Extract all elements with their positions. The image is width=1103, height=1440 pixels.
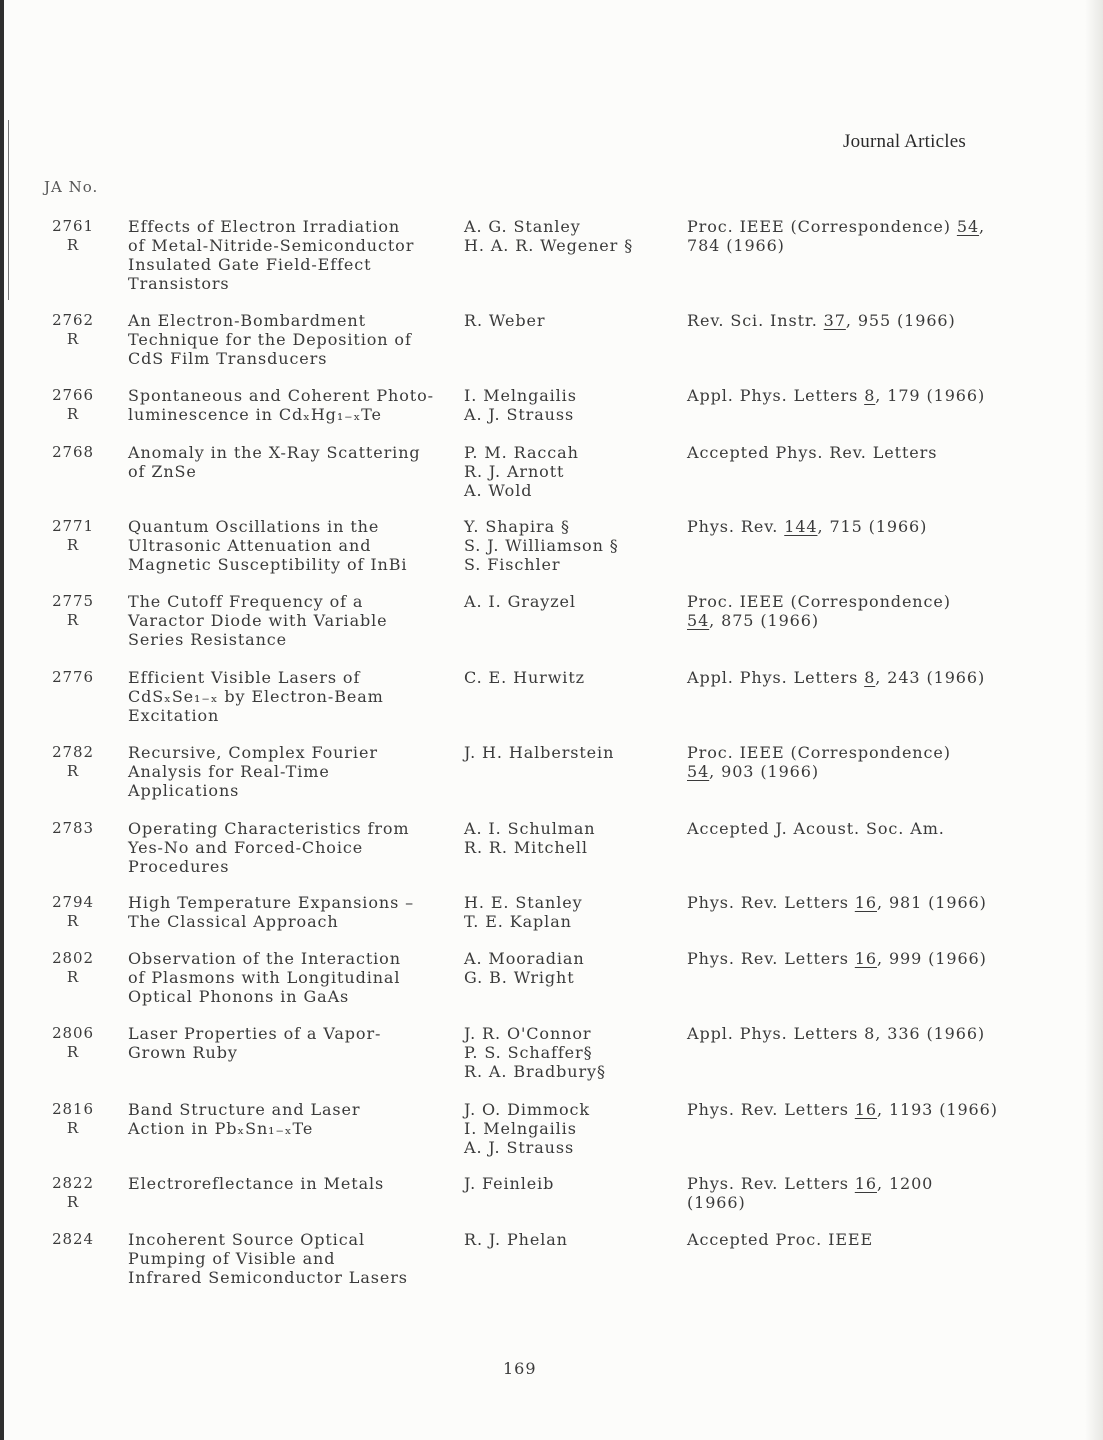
article-title — [128, 668, 384, 725]
ja-number — [48, 517, 98, 555]
article-authors — [464, 517, 619, 574]
article-title — [128, 217, 414, 293]
ja-number — [48, 1024, 98, 1062]
ja-number — [48, 443, 98, 462]
article-authors-line: I. Melngailis — [464, 1119, 577, 1138]
article-title — [128, 386, 434, 424]
journal-citation-line — [687, 311, 956, 330]
journal-citation-line — [687, 743, 951, 762]
journal-citation-line — [687, 236, 985, 255]
journal-citation — [687, 1174, 933, 1212]
article-title-line: Action in PbₓSn₁₋ₓTe — [128, 1119, 314, 1138]
citation-text: Proc. IEEE (Correspondence) — [687, 217, 957, 236]
article-title-line: High Temperature Expansions – — [128, 893, 415, 912]
citation-text: Appl. Phys. Letters — [687, 386, 865, 405]
article-authors-line: S. Fischler — [464, 555, 561, 574]
article-authors-line: Y. Shapira § — [464, 517, 570, 536]
citation-text: (1966) — [687, 1193, 746, 1212]
ja-number-line: 2761 — [52, 217, 94, 235]
journal-citation-line — [687, 1230, 873, 1249]
citation-text: , 981 (1966) — [876, 893, 987, 912]
volume-number: 16 — [854, 949, 877, 968]
article-title-line: Insulated Gate Field-Effect — [128, 255, 372, 274]
volume-number: 16 — [854, 893, 877, 912]
article-authors-line: A. J. Strauss — [464, 1138, 575, 1157]
article-title-line: of Plasmons with Longitudinal — [128, 968, 401, 987]
article-title-line: Electroreflectance in Metals — [128, 1174, 385, 1193]
article-authors-line: R. R. Mitchell — [464, 838, 588, 857]
article-authors — [464, 217, 633, 255]
volume-number: 16 — [854, 1100, 877, 1119]
ja-number-line: 2766 — [52, 386, 94, 404]
journal-citation-line — [687, 1174, 933, 1193]
article-authors — [464, 949, 585, 987]
article-authors — [464, 1024, 606, 1081]
article-title-line: Anomaly in the X-Ray Scattering — [128, 443, 421, 462]
article-title-line: Procedures — [128, 857, 230, 876]
ja-number-line: R — [66, 1193, 80, 1211]
citation-text: Accepted J. Acoust. Soc. Am. — [687, 819, 945, 838]
journal-citation-line — [687, 1193, 933, 1212]
article-title-line: The Cutoff Frequency of a — [128, 592, 364, 611]
ja-number — [48, 386, 98, 424]
journal-citation-line — [687, 217, 985, 236]
journal-citation — [687, 311, 956, 330]
journal-citation-line — [687, 517, 927, 536]
citation-text: , 1193 (1966) — [876, 1100, 998, 1119]
journal-citation — [687, 668, 985, 687]
journal-citation-line — [687, 611, 951, 630]
article-authors-line: P. M. Raccah — [464, 443, 579, 462]
journal-citation-line — [687, 592, 951, 611]
ja-number-line: 2775 — [52, 592, 94, 610]
article-authors — [464, 592, 576, 611]
ja-number-line: 2794 — [52, 893, 94, 911]
volume-number: 37 — [823, 311, 846, 330]
volume-number: 54 — [687, 611, 710, 630]
article-title-line: Varactor Diode with Variable — [128, 611, 388, 630]
journal-citation — [687, 893, 987, 912]
article-authors-line: A. G. Stanley — [464, 217, 581, 236]
article-title — [128, 311, 412, 368]
article-authors-line: A. Mooradian — [464, 949, 585, 968]
journal-citation — [687, 1100, 998, 1119]
article-authors — [464, 668, 585, 687]
article-authors-line: S. J. Williamson § — [464, 536, 619, 555]
article-title-line: Incoherent Source Optical — [128, 1230, 366, 1249]
citation-text: 784 (1966) — [687, 236, 785, 255]
ja-number-line: 2768 — [52, 443, 94, 461]
ja-number-line: R — [66, 1043, 80, 1061]
citation-text: Appl. Phys. Letters — [687, 668, 865, 687]
article-title-line: Analysis for Real-Time — [128, 762, 330, 781]
article-authors-line: H. E. Stanley — [464, 893, 583, 912]
article-title — [128, 592, 388, 649]
ja-number — [48, 1100, 98, 1138]
ja-number-line: R — [66, 405, 80, 423]
page-number: 169 — [503, 1359, 537, 1378]
article-title-line: Spontaneous and Coherent Photo- — [128, 386, 434, 405]
citation-text: Phys. Rev. — [687, 517, 785, 536]
journal-citation-line — [687, 1100, 998, 1119]
article-title-line: luminescence in CdₓHg₁₋ₓTe — [128, 405, 382, 424]
citation-text: , 715 (1966) — [817, 517, 928, 536]
article-title-line: of Metal-Nitride-Semiconductor — [128, 236, 415, 255]
article-title-line: Infrared Semiconductor Lasers — [128, 1268, 408, 1287]
article-authors — [464, 386, 577, 424]
ja-number — [48, 668, 98, 687]
article-title-line: Efficient Visible Lasers of — [128, 668, 361, 687]
article-authors-line: A. J. Strauss — [464, 405, 575, 424]
article-title — [128, 743, 378, 800]
ja-number-line: 2782 — [52, 743, 94, 761]
article-authors-line: G. B. Wright — [464, 968, 575, 987]
journal-citation-line — [687, 949, 987, 968]
journal-citation-line — [687, 668, 985, 687]
ja-number — [48, 592, 98, 630]
article-title-line: An Electron-Bombardment — [128, 311, 366, 330]
article-title-line: The Classical Approach — [128, 912, 339, 931]
article-authors-line: H. A. R. Wegener § — [464, 236, 634, 255]
ja-number-line: R — [66, 762, 80, 780]
citation-text: Accepted Proc. IEEE — [687, 1230, 874, 1249]
journal-citation — [687, 217, 985, 255]
article-authors — [464, 443, 579, 500]
article-title-line: of ZnSe — [128, 462, 197, 481]
volume-number: 16 — [854, 1174, 877, 1193]
article-authors — [464, 1230, 568, 1249]
article-title-line: Grown Ruby — [128, 1043, 238, 1062]
article-title — [128, 1174, 384, 1193]
journal-citation — [687, 949, 987, 968]
article-authors-line: R. J. Phelan — [464, 1230, 568, 1249]
ja-number-line: R — [66, 536, 80, 554]
article-authors — [464, 819, 595, 857]
article-title-line: Band Structure and Laser — [128, 1100, 361, 1119]
ja-number — [48, 1174, 98, 1212]
journal-citation — [687, 819, 945, 838]
citation-text: Accepted Phys. Rev. Letters — [687, 443, 938, 462]
article-title — [128, 1230, 408, 1287]
ja-number-line: 2816 — [52, 1100, 94, 1118]
article-title — [128, 819, 409, 876]
article-authors-line: J. Feinleib — [464, 1174, 555, 1193]
ja-number-line: 2762 — [52, 311, 94, 329]
article-authors-line: T. E. Kaplan — [464, 912, 572, 931]
citation-text: Phys. Rev. Letters — [687, 1100, 855, 1119]
ja-number-line: R — [66, 912, 80, 930]
ja-number-line: 2776 — [52, 668, 94, 686]
article-authors-line: J. H. Halberstein — [464, 743, 615, 762]
ja-number — [48, 743, 98, 781]
citation-text: Phys. Rev. Letters — [687, 949, 855, 968]
volume-number: 54 — [956, 217, 980, 236]
article-authors-line: R. A. Bradbury§ — [464, 1062, 606, 1081]
citation-text: , 243 (1966) — [875, 668, 986, 687]
citation-text: Appl. Phys. Letters 8, 336 (1966) — [687, 1024, 986, 1043]
volume-number: 8 — [864, 386, 876, 405]
article-authors — [464, 743, 614, 762]
volume-number: 8 — [864, 668, 876, 687]
citation-text: Phys. Rev. Letters — [687, 893, 855, 912]
citation-text: , 999 (1966) — [876, 949, 987, 968]
article-title — [128, 517, 407, 574]
article-title-line: Transistors — [128, 274, 230, 293]
page-edge-mark — [8, 120, 9, 300]
article-authors-line: A. I. Grayzel — [464, 592, 576, 611]
ja-number — [48, 217, 98, 255]
volume-number: 54 — [687, 762, 710, 781]
citation-text: Rev. Sci. Instr. — [687, 311, 824, 330]
article-authors-line: J. R. O'Connor — [464, 1024, 592, 1043]
article-title-line: Excitation — [128, 706, 220, 725]
journal-citation-line — [687, 443, 937, 462]
journal-citation — [687, 743, 951, 781]
citation-text: Proc. IEEE (Correspondence) — [687, 743, 951, 762]
article-title — [128, 1024, 381, 1062]
journal-citation-line — [687, 819, 945, 838]
ja-number-line: 2822 — [52, 1174, 94, 1192]
article-title — [128, 949, 401, 1006]
article-authors — [464, 1174, 554, 1193]
article-title — [128, 893, 414, 931]
article-title-line: Quantum Oscillations in the — [128, 517, 380, 536]
article-title-line: Laser Properties of a Vapor- — [128, 1024, 382, 1043]
article-title — [128, 1100, 360, 1138]
journal-citation-line — [687, 386, 985, 405]
article-title-line: Technique for the Deposition of — [128, 330, 412, 349]
journal-citation — [687, 1024, 985, 1043]
citation-text: , 1200 — [876, 1174, 934, 1193]
article-title-line: Pumping of Visible and — [128, 1249, 336, 1268]
ja-number-line: 2783 — [52, 819, 94, 837]
ja-number — [48, 1230, 98, 1249]
article-authors — [464, 311, 545, 330]
ja-number-line: R — [66, 1119, 80, 1137]
journal-citation — [687, 443, 937, 462]
article-authors-line: J. O. Dimmock — [464, 1100, 590, 1119]
ja-number-line: R — [66, 236, 80, 254]
ja-number — [48, 311, 98, 349]
volume-number: 144 — [784, 517, 818, 536]
ja-number-line: R — [66, 968, 80, 986]
journal-citation — [687, 1230, 873, 1249]
citation-text: Proc. IEEE (Correspondence) — [687, 592, 951, 611]
ja-number-line: 2771 — [52, 517, 94, 535]
ja-number-line: R — [66, 611, 80, 629]
article-title-line: Optical Phonons in GaAs — [128, 987, 350, 1006]
article-title-line: Magnetic Susceptibility of InBi — [128, 555, 408, 574]
citation-text: , — [979, 217, 986, 236]
journal-citation-line — [687, 893, 987, 912]
ja-number-column-label: JA No. — [44, 178, 99, 196]
article-title-line: Yes-No and Forced-Choice — [128, 838, 364, 857]
journal-citation — [687, 592, 951, 630]
journal-citation-line — [687, 762, 951, 781]
journal-citation — [687, 386, 985, 405]
article-authors-line: A. I. Schulman — [464, 819, 596, 838]
article-authors-line: R. Weber — [464, 311, 546, 330]
article-title-line: CdS Film Transducers — [128, 349, 328, 368]
article-title-line: Ultrasonic Attenuation and — [128, 536, 372, 555]
citation-text: , 903 (1966) — [709, 762, 819, 781]
journal-citation-line — [687, 1024, 985, 1043]
article-title-line: Series Resistance — [128, 630, 288, 649]
page-edge-rule — [0, 0, 4, 1440]
article-authors-line: P. S. Schaffer§ — [464, 1043, 593, 1062]
article-title-line: Effects of Electron Irradiation — [128, 217, 401, 236]
page-edge-shadow — [1085, 0, 1103, 1440]
ja-number-line: R — [66, 330, 80, 348]
article-title-line: Recursive, Complex Fourier — [128, 743, 378, 762]
ja-number-line: 2806 — [52, 1024, 94, 1042]
article-authors-line: C. E. Hurwitz — [464, 668, 585, 687]
article-title-line: Operating Characteristics from — [128, 819, 410, 838]
ja-number — [48, 893, 98, 931]
article-authors-line: R. J. Arnott — [464, 462, 565, 481]
page-title: Journal Articles — [843, 131, 966, 152]
article-authors — [464, 1100, 590, 1157]
ja-number-line: 2802 — [52, 949, 94, 967]
citation-text: , 955 (1966) — [845, 311, 956, 330]
article-authors-line: I. Melngailis — [464, 386, 577, 405]
article-title-line: CdSₓSe₁₋ₓ by Electron-Beam — [128, 687, 384, 706]
article-authors — [464, 893, 583, 931]
article-title-line: Observation of the Interaction — [128, 949, 401, 968]
citation-text: , 179 (1966) — [875, 386, 986, 405]
citation-text: , 875 (1966) — [709, 611, 819, 630]
journal-citation — [687, 517, 927, 536]
ja-number — [48, 949, 98, 987]
ja-number — [48, 819, 98, 838]
article-title-line: Applications — [128, 781, 240, 800]
article-authors-line: A. Wold — [464, 481, 533, 500]
article-title — [128, 443, 421, 481]
ja-number-line: 2824 — [52, 1230, 94, 1248]
citation-text: Phys. Rev. Letters — [687, 1174, 855, 1193]
